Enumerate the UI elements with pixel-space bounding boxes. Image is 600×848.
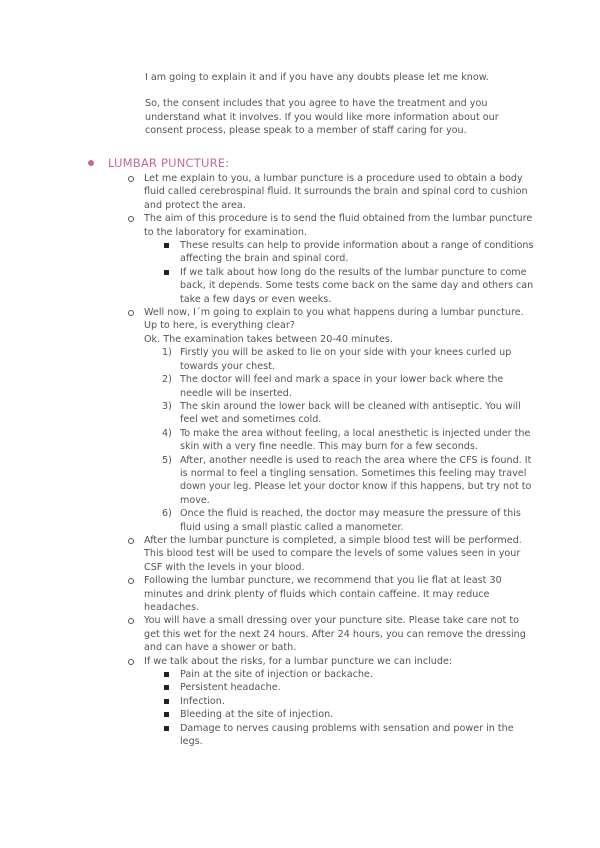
list-item	[86, 574, 536, 614]
step-text: Firstly you will be asked to lie on your side with your knees curled up towards your chest.	[180, 347, 512, 372]
square-bullet-icon	[164, 243, 169, 248]
sub-list	[144, 239, 536, 306]
main-list	[86, 172, 536, 748]
circle-bullet-icon	[128, 310, 134, 316]
list-item	[86, 655, 536, 749]
step-text: The skin around the lower back will be cleaned with antiseptic. You will feel wet and sometimes cold.	[180, 400, 521, 426]
risk-text: Pain at the site of injection or backache.	[180, 669, 373, 681]
square-bullet-icon	[164, 712, 169, 717]
square-bullet-icon	[164, 726, 169, 731]
circle-bullet-icon	[128, 538, 134, 544]
step-number: 4)	[162, 427, 172, 439]
risk-item	[144, 681, 536, 694]
step-item	[144, 507, 536, 534]
step-number: 5)	[162, 454, 172, 466]
intro-block	[145, 71, 535, 151]
circle-bullet-icon	[128, 176, 134, 182]
risk-text: Infection.	[180, 695, 225, 707]
risk-item	[144, 722, 536, 749]
list-item	[86, 534, 536, 574]
risk-item	[144, 708, 536, 721]
bullet-dot-icon	[88, 160, 94, 166]
section-heading-text: LUMBAR PUNCTURE:	[108, 156, 230, 170]
circle-bullet-icon	[128, 618, 134, 624]
duration-text: Ok. The examination takes between 20-40 minutes.	[144, 333, 393, 345]
step-number: 3)	[162, 400, 172, 412]
square-bullet-icon	[164, 672, 169, 677]
risk-item	[144, 668, 536, 681]
square-bullet-icon	[164, 699, 169, 704]
sub-list-item	[144, 239, 536, 266]
step-item	[144, 400, 536, 427]
list-item-text: Well now, I´m going to explain to you what happens during a lumbar puncture. Up to here, is everything clear?	[144, 307, 524, 332]
section-heading	[86, 154, 536, 172]
step-text: The doctor will feel and mark a space in your lower back where the needle will be inserted.	[180, 374, 504, 399]
list-item-text: You will have a small dressing over your puncture site. Please take care not to get this wet for the next 24 hours. After 24 hours, you can remove the dressing and can have a shower or bath.	[144, 615, 526, 654]
square-bullet-icon	[164, 685, 169, 690]
circle-bullet-icon	[128, 659, 134, 665]
list-item-text: Following the lumbar puncture, we recommend that you lie flat at least 30 minutes and drink plenty of fluids which contain caffeine. It may reduce headaches.	[144, 575, 502, 613]
step-text: Once the fluid is reached, the doctor may measure the pressure of this fluid using a small plastic called a manometer.	[180, 508, 521, 533]
square-bullet-icon	[164, 270, 169, 275]
step-item	[144, 427, 536, 454]
sub-list-item	[144, 266, 536, 306]
risk-text: Damage to nerves causing problems with sensation and power in the legs.	[180, 722, 514, 748]
procedure-steps	[144, 346, 536, 534]
sub-list-item-text: If we talk about how long do the results of the lumbar puncture to come back, it depends. Some tests come back on the same day and others can take a few days or even weeks.	[180, 266, 534, 305]
step-number: 2)	[162, 374, 172, 386]
list-item	[86, 172, 536, 212]
step-item	[144, 454, 536, 508]
list-item	[86, 212, 536, 306]
risk-text: Bleeding at the site of injection.	[180, 709, 334, 721]
risks-list	[144, 668, 536, 748]
step-number: 1)	[162, 347, 172, 359]
step-text: To make the area without feeling, a local anesthetic is injected under the skin with a very fine needle. This may burn for a few seconds.	[180, 427, 531, 453]
list-item	[86, 306, 536, 534]
step-item	[144, 373, 536, 400]
circle-bullet-icon	[128, 578, 134, 584]
list-item-text: After the lumbar puncture is completed, a simple blood test will be performed. This blood test will be used to compare the levels of some values seen in your CSF with the levels in your blood.	[144, 534, 522, 573]
list-item	[86, 614, 536, 654]
circle-bullet-icon	[128, 216, 134, 222]
step-text: After, another needle is used to reach the area where the CFS is found. It is normal to feel a tingling sensation. Sometimes this feeling may travel down your leg. Please let your doctor know if this happens, but try not to move.	[180, 454, 532, 506]
list-item-text: Let me explain to you, a lumbar puncture is a procedure used to obtain a body fluid called cerebrospinal fluid. It surrounds the brain and spinal cord to cushion and protect the area.	[144, 173, 528, 211]
intro-paragraph-1: I am going to explain it and if you have any doubts please let me know.	[145, 72, 489, 83]
list-item-text: The aim of this procedure is to send the fluid obtained from the lumbar puncture to the laboratory for examination.	[144, 213, 533, 238]
sub-list-item-text: These results can help to provide information about a range of conditions affecting the brain and spinal cord.	[180, 240, 534, 265]
lumbar-puncture-section	[86, 154, 536, 748]
step-item	[144, 346, 536, 373]
risk-text: Persistent headache.	[180, 682, 281, 694]
risk-item	[144, 695, 536, 708]
step-number: 6)	[162, 508, 172, 520]
intro-paragraph-2: So, the consent includes that you agree to have the treatment and you understand what it involves. If you would like more information about our consent process, please speak to a member of staff caring for you.	[145, 98, 499, 137]
list-item-text: If we talk about the risks, for a lumbar puncture we can include:	[144, 655, 453, 667]
